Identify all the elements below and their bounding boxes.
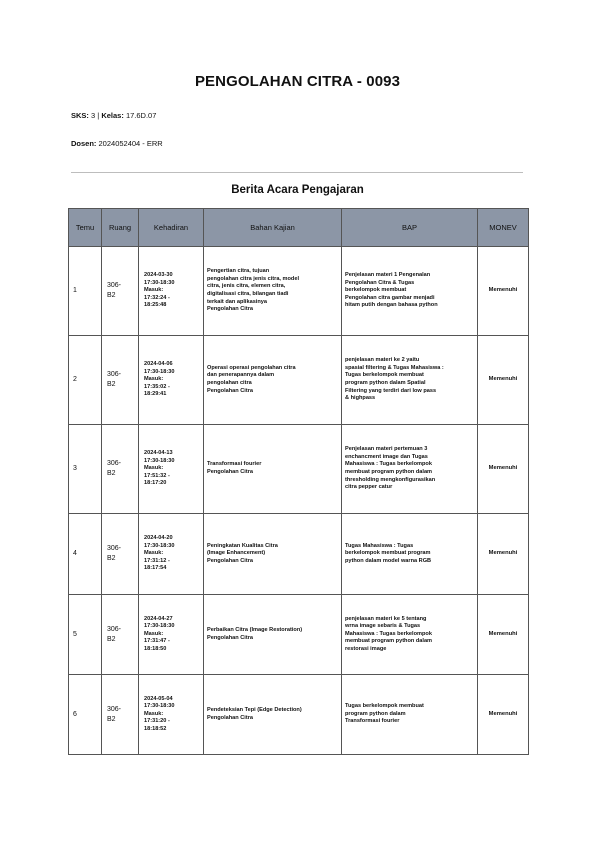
column-header: BAP	[342, 209, 478, 247]
bap-line: Pengolahan Citra & Tugas	[345, 279, 415, 286]
bap-cell	[342, 336, 478, 425]
kehadiran-line: 17:32:24 -	[144, 294, 170, 301]
kehadiran-line: 17:30-18:30	[144, 542, 175, 549]
bahan-line: pengolahan citra jenis citra, model	[207, 275, 300, 282]
kehadiran-line: 17:35:02 -	[144, 383, 170, 390]
temu-cell: 5	[69, 595, 102, 675]
bap-line: wrna image sebaris & Tugas	[345, 623, 421, 630]
kehadiran-line: Masuk:	[144, 710, 164, 717]
bap-line: & highpass	[345, 395, 376, 402]
bap-line: python dalam model warna RGB	[345, 557, 432, 564]
table-row	[69, 675, 529, 755]
bap-line: citra pepper catur	[345, 484, 393, 491]
bahan-kajian-cell	[204, 247, 342, 336]
bap-line: penjelasan materi ke 2 yaitu	[345, 357, 420, 364]
bahan-line: (Image Enhancement)	[207, 550, 266, 557]
ruang-line: 306-	[107, 625, 122, 633]
bahan-line: digitalisasi citra, bilangan tiadi	[207, 291, 289, 297]
bap-cell	[342, 425, 478, 514]
bahan-kajian-cell	[204, 514, 342, 595]
monev-cell: Memenuhi	[478, 595, 529, 675]
ruang-line: 306-	[107, 705, 122, 713]
page-title: PENGOLAHAN CITRA - 0093	[194, 73, 401, 90]
kehadiran-line: Masuk:	[144, 550, 164, 557]
table-header-row	[69, 209, 529, 247]
bap-line: Penjelasan materi pertemuan 3	[345, 446, 428, 453]
section-title: Berita Acara Pengajaran	[231, 184, 364, 196]
temu-cell: 1	[69, 247, 102, 336]
kehadiran-line: 17:51:32 -	[144, 472, 170, 479]
kehadiran-line: 18:29:41	[144, 391, 167, 398]
kehadiran-line: 17:30-18:30	[144, 457, 175, 464]
bap-cell	[342, 595, 478, 675]
dosen-value: 2024052404 - ERR	[98, 139, 163, 148]
bap-line: berkelompok membuat	[345, 287, 407, 294]
column-header: Ruang	[102, 209, 139, 247]
kelas-label: Kelas:	[101, 111, 124, 120]
divider	[71, 172, 523, 173]
kehadiran-cell	[139, 675, 204, 755]
lecturer-info-line	[71, 139, 163, 148]
temu-cell: 2	[69, 336, 102, 425]
ruang-line: 306-	[107, 545, 122, 552]
table-row	[69, 247, 529, 336]
sks-label: SKS:	[71, 111, 89, 120]
kehadiran-line: 17:30-18:30	[144, 623, 175, 630]
ruang-cell	[102, 514, 139, 595]
bahan-kajian-cell	[204, 595, 342, 675]
monev-cell: Memenuhi	[478, 514, 529, 595]
bahan-line: Operasi operasi pengolahan citra	[207, 364, 296, 371]
ruang-line: B2	[107, 555, 116, 562]
bap-cell	[342, 675, 478, 755]
bahan-line: Transformasi fourier	[207, 461, 262, 468]
kehadiran-cell	[139, 595, 204, 675]
kelas-value: 17.6D.07	[125, 111, 157, 120]
monev-cell: Memenuhi	[478, 425, 529, 514]
bap-line: Filtering yang terdiri dari low pass	[345, 387, 437, 394]
kehadiran-line: Masuk:	[144, 465, 164, 472]
bap-line: thresholding mengkonfigurasikan	[345, 476, 436, 483]
kehadiran-line: 18:18:52	[144, 725, 167, 732]
dosen-label: Dosen:	[71, 139, 97, 148]
column-header: Temu	[69, 209, 102, 247]
ruang-line: 306-	[107, 460, 122, 467]
table-row	[69, 595, 529, 675]
bahan-line: pengolahan citra	[207, 380, 252, 386]
ruang-line: 306-	[107, 371, 122, 378]
bap-line: Mahasiswa : Tugas berkelompok	[345, 630, 432, 637]
bap-line: Penjelasan materi 1 Pengenalan	[345, 272, 431, 279]
bahan-line: Pengertian citra, tujuan	[207, 268, 270, 275]
course-info-line	[71, 111, 156, 120]
bahan-line: dan penerapannya dalam	[207, 372, 275, 379]
bap-line: Tugas Mahasiswa : Tugas	[345, 542, 414, 549]
kehadiran-line: Masuk:	[144, 287, 164, 294]
kehadiran-cell	[139, 425, 204, 514]
bap-line: spasial filtering & Tugas Mahasiswa :	[345, 364, 444, 371]
ruang-line: B2	[107, 715, 116, 723]
ruang-line: B2	[107, 470, 116, 477]
bahan-line: terkait dan aplikasinya	[207, 298, 268, 305]
kehadiran-line: 17:30-18:30	[144, 279, 175, 286]
bahan-kajian-cell	[204, 336, 342, 425]
bahan-line: Pengolahan Citra	[207, 387, 254, 394]
ruang-line: B2	[107, 292, 116, 299]
bap-line: hitam putih dengan bahasa python	[345, 302, 438, 309]
kehadiran-line: 17:31:12 -	[144, 557, 170, 564]
bap-line: Pengolahan citra gambar menjadi	[345, 294, 435, 301]
bahan-line: Pengolahan Citra	[207, 714, 254, 721]
bap-line: program python dalam	[345, 710, 406, 717]
table-row	[69, 336, 529, 425]
bahan-line: Pengolahan Citra	[207, 634, 254, 641]
ruang-cell	[102, 336, 139, 425]
kehadiran-line: 17:31:47 -	[144, 638, 170, 645]
kehadiran-cell	[139, 336, 204, 425]
kehadiran-line: 2024-04-27	[144, 615, 173, 622]
kehadiran-line: 2024-03-30	[144, 272, 173, 279]
bap-line: berkelompok membuat program	[345, 550, 431, 557]
monev-cell: Memenuhi	[478, 675, 529, 755]
bap-line: Transformasi fourier	[345, 718, 400, 725]
ruang-line: B2	[107, 381, 116, 388]
bap-line: restorasi image	[345, 645, 387, 652]
kehadiran-line: 18:18:50	[144, 645, 167, 652]
bap-line: Mahasiswa : Tugas berkelompok	[345, 461, 432, 468]
bap-line: membuat program python dalam	[345, 469, 433, 475]
ruang-cell	[102, 425, 139, 514]
teaching-report-table	[68, 208, 529, 755]
ruang-cell	[102, 247, 139, 336]
bahan-line: Pengolahan Citra	[207, 306, 254, 313]
monev-cell: Memenuhi	[478, 336, 529, 425]
bahan-line: Pengolahan Citra	[207, 469, 254, 475]
ruang-cell	[102, 675, 139, 755]
temu-cell: 6	[69, 675, 102, 755]
kehadiran-line: 2024-04-06	[144, 361, 173, 368]
bahan-kajian-cell	[204, 675, 342, 755]
bap-line: program python dalam Spatial	[345, 380, 426, 386]
kehadiran-line: 18:17:20	[144, 480, 167, 487]
ruang-line: 306-	[107, 282, 122, 289]
kehadiran-line: 17:30-18:30	[144, 368, 175, 375]
kehadiran-cell	[139, 247, 204, 336]
table-row	[69, 425, 529, 514]
column-header: Kehadiran	[139, 209, 204, 247]
kehadiran-line: 2024-04-13	[144, 450, 173, 457]
bahan-line: Perbaikan Citra (Image Restoration)	[207, 626, 303, 633]
kehadiran-line: 18:25:48	[144, 302, 167, 309]
bap-cell	[342, 514, 478, 595]
kehadiran-line: 2024-04-20	[144, 535, 173, 542]
column-header: MONEV	[478, 209, 529, 247]
separator: |	[97, 111, 100, 120]
temu-cell: 4	[69, 514, 102, 595]
kehadiran-line: 2024-05-04	[144, 695, 173, 702]
ruang-cell	[102, 595, 139, 675]
bap-line: Tugas berkelompok membuat	[345, 372, 424, 379]
bahan-kajian-cell	[204, 425, 342, 514]
bap-line: enchancment image dan Tugas	[345, 453, 428, 460]
ruang-line: B2	[107, 635, 116, 643]
bahan-line: Pendeteksian Tepi (Edge Detection)	[207, 706, 302, 713]
table-row	[69, 514, 529, 595]
kehadiran-line: 18:17:54	[144, 565, 167, 572]
kehadiran-cell	[139, 514, 204, 595]
kehadiran-line: Masuk:	[144, 376, 164, 383]
bahan-line: Pengolahan Citra	[207, 557, 254, 564]
column-header: Bahan Kajian	[204, 209, 342, 247]
bahan-line: Peningkatan Kualitas Citra	[207, 542, 278, 549]
monev-cell: Memenuhi	[478, 247, 529, 336]
bap-line: Tugas berkelompok membuat	[345, 703, 424, 710]
bap-line: membuat program python dalam	[345, 638, 433, 645]
kehadiran-line: 17:31:20 -	[144, 718, 170, 725]
bahan-line: citra, jenis citra, elemen citra,	[207, 283, 286, 290]
kehadiran-line: Masuk:	[144, 630, 164, 637]
kehadiran-line: 17:30-18:30	[144, 703, 175, 710]
bap-line: penjelasan materi ke 5 tentang	[345, 615, 427, 622]
temu-cell: 3	[69, 425, 102, 514]
sks-value: 3	[91, 111, 96, 120]
bap-cell	[342, 247, 478, 336]
